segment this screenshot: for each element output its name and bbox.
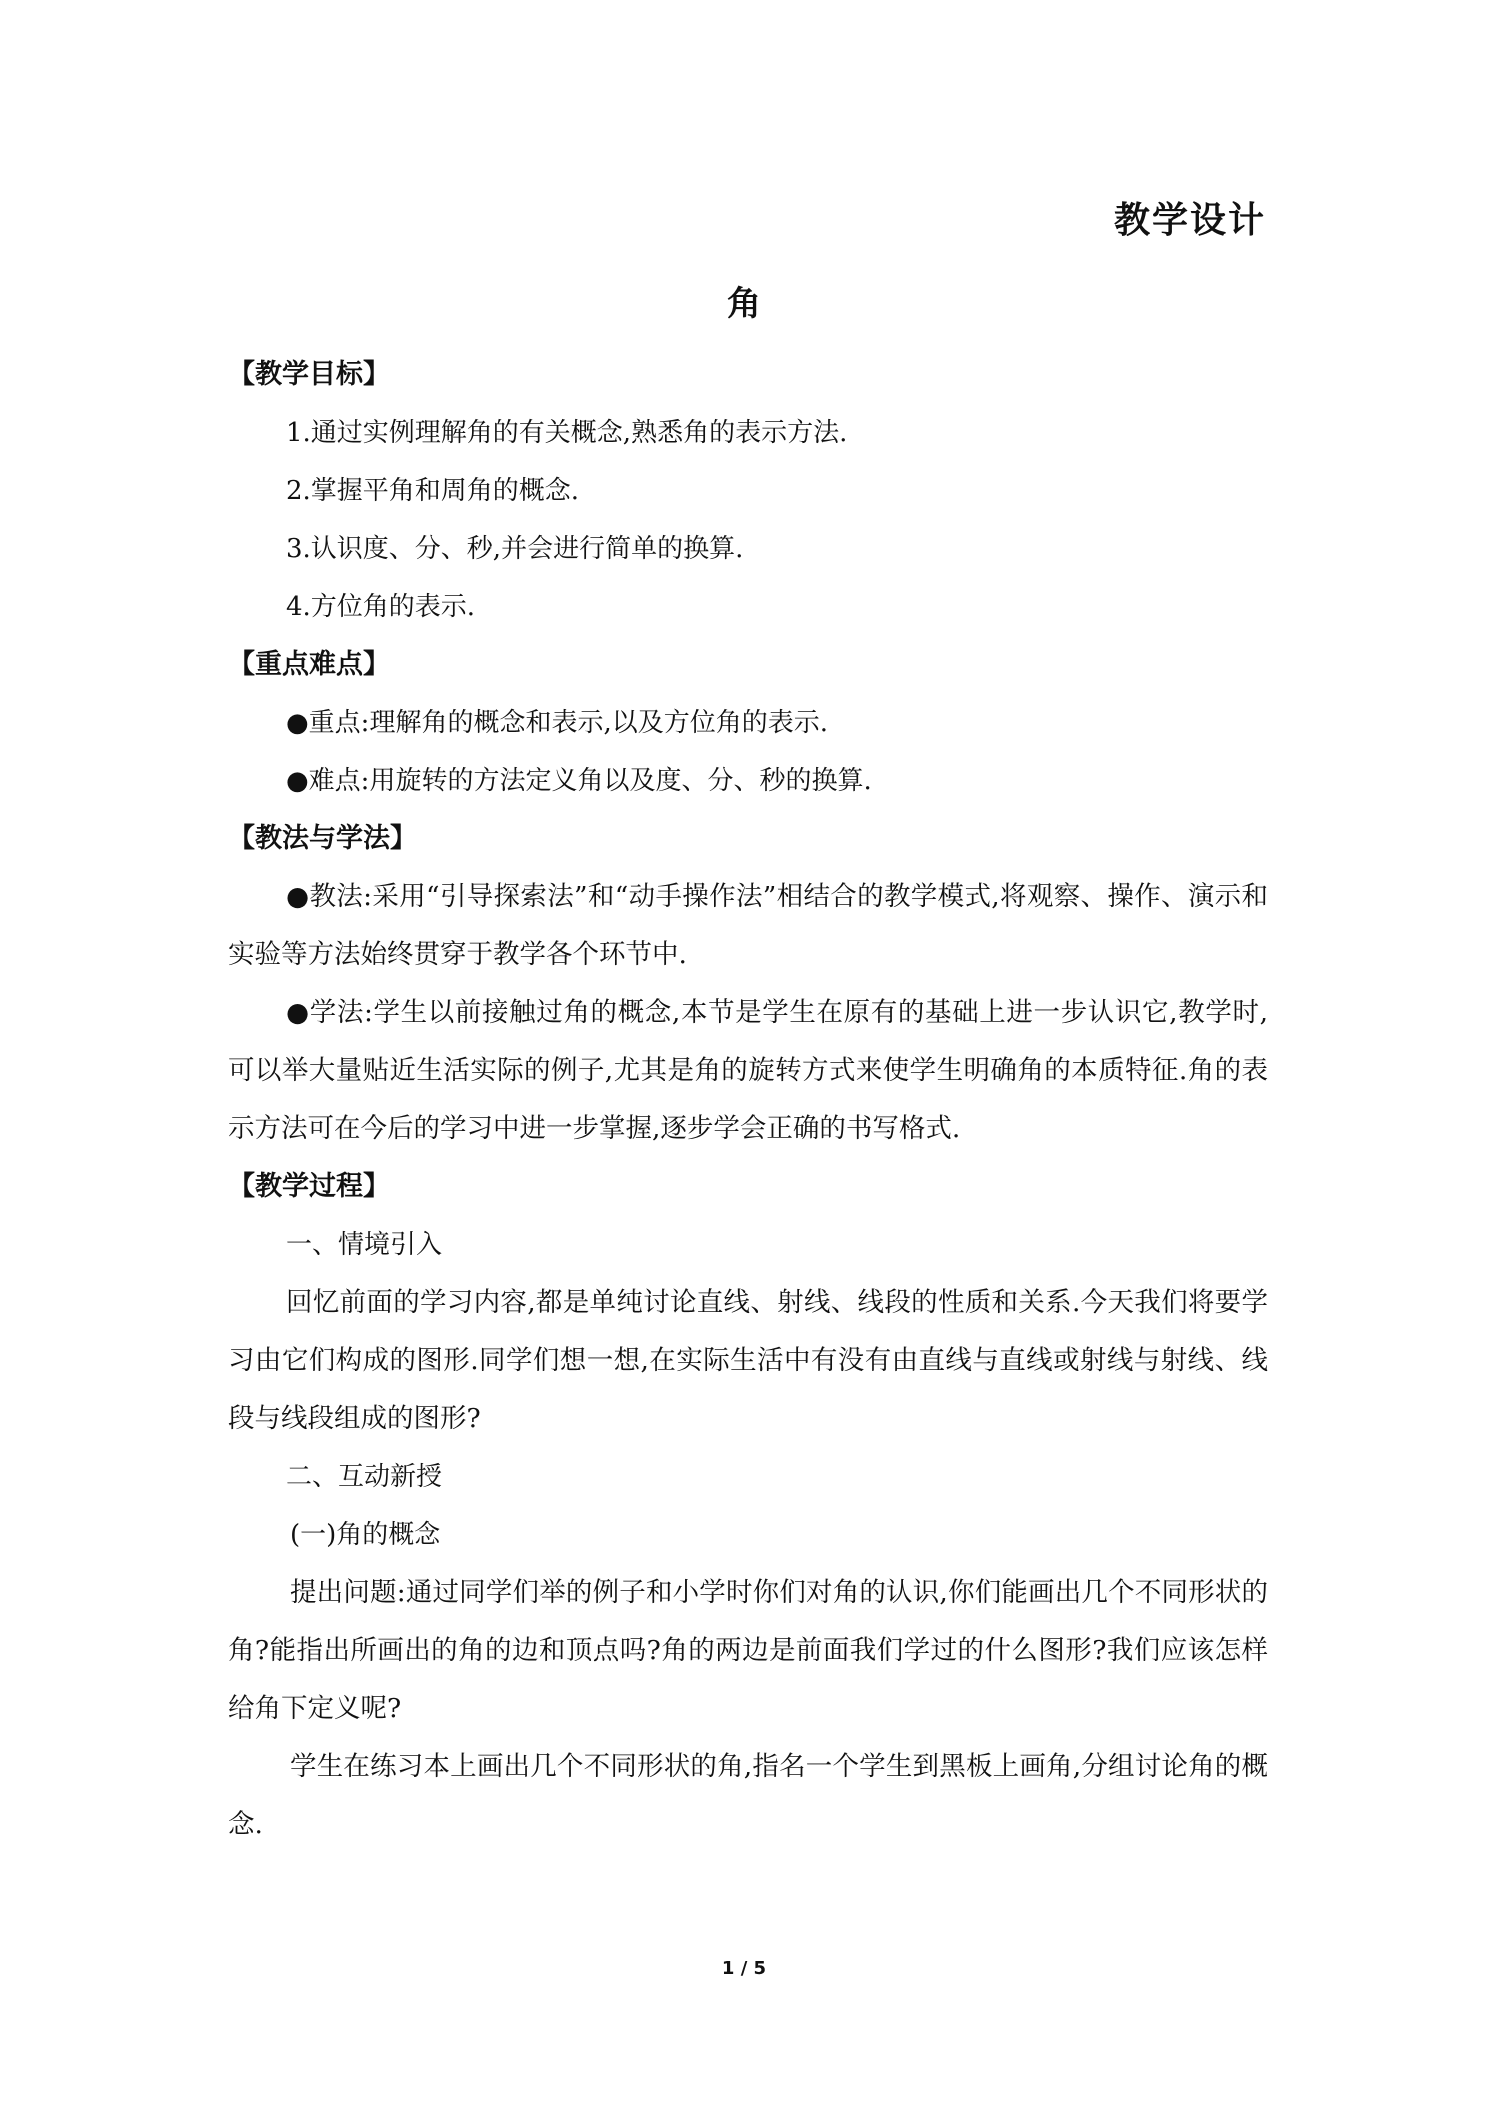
process-part2-title: 二、互动新授 xyxy=(286,1462,443,1492)
process-part1-title: 一、情境引入 xyxy=(286,1230,443,1260)
section-heading-process: 【教学过程】 xyxy=(228,1171,390,1202)
learning-method-paragraph: ●学法:学生以前接触过角的概念,本节是学生在原有的基础上进一步认识它,教学时,可以举大量贴近生活实际的例子,尤其是角的旋转方式来使学生明确角的本质特征.角的表示方法可在今后的学习中进一步掌握,逐步学会正确的书写格式. xyxy=(228,997,1268,1144)
document-body xyxy=(228,346,1268,1854)
key-point-difficulty: ●难点:用旋转的方法定义角以及度、分、秒的换算. xyxy=(286,766,872,796)
objective-item-1: 1.通过实例理解角的有关概念,熟悉角的表示方法. xyxy=(286,418,848,448)
section-heading-key-points: 【重点难点】 xyxy=(228,649,390,680)
process-subsection-title: (一)角的概念 xyxy=(290,1520,441,1550)
objective-item-2: 2.掌握平角和周角的概念. xyxy=(286,476,580,506)
process-part1-paragraph: 回忆前面的学习内容,都是单纯讨论直线、射线、线段的性质和关系.今天我们将要学习由它们构成的图形.同学们想一想,在实际生活中有没有由直线与直线或射线与射线、线段与线段组成的图形? xyxy=(228,1287,1268,1434)
teaching-method-paragraph: ●教法:采用“引导探索法”和“动手操作法”相结合的教学模式,将观察、操作、演示和实验等方法始终贯穿于教学各个环节中. xyxy=(228,881,1268,970)
page-number: 1 / 5 xyxy=(721,1958,767,1979)
section-heading-objectives: 【教学目标】 xyxy=(228,359,390,390)
key-point-focus: ●重点:理解角的概念和表示,以及方位角的表示. xyxy=(286,708,828,738)
objective-item-3: 3.认识度、分、秒,并会进行简单的换算. xyxy=(286,534,744,564)
process-activity-paragraph: 学生在练习本上画出几个不同形状的角,指名一个学生到黑板上画角,分组讨论角的概念. xyxy=(228,1751,1268,1840)
document-title: 角 xyxy=(727,284,761,324)
objective-item-4: 4.方位角的表示. xyxy=(286,592,476,622)
process-question-paragraph: 提出问题:通过同学们举的例子和小学时你们对角的认识,你们能画出几个不同形状的角?能指出所画出的角的边和顶点吗?角的两边是前面我们学过的什么图形?我们应该怎样给角下定义呢? xyxy=(228,1577,1268,1724)
document-type-label: 教学设计 xyxy=(1113,200,1266,241)
section-heading-methods: 【教法与学法】 xyxy=(228,823,417,854)
